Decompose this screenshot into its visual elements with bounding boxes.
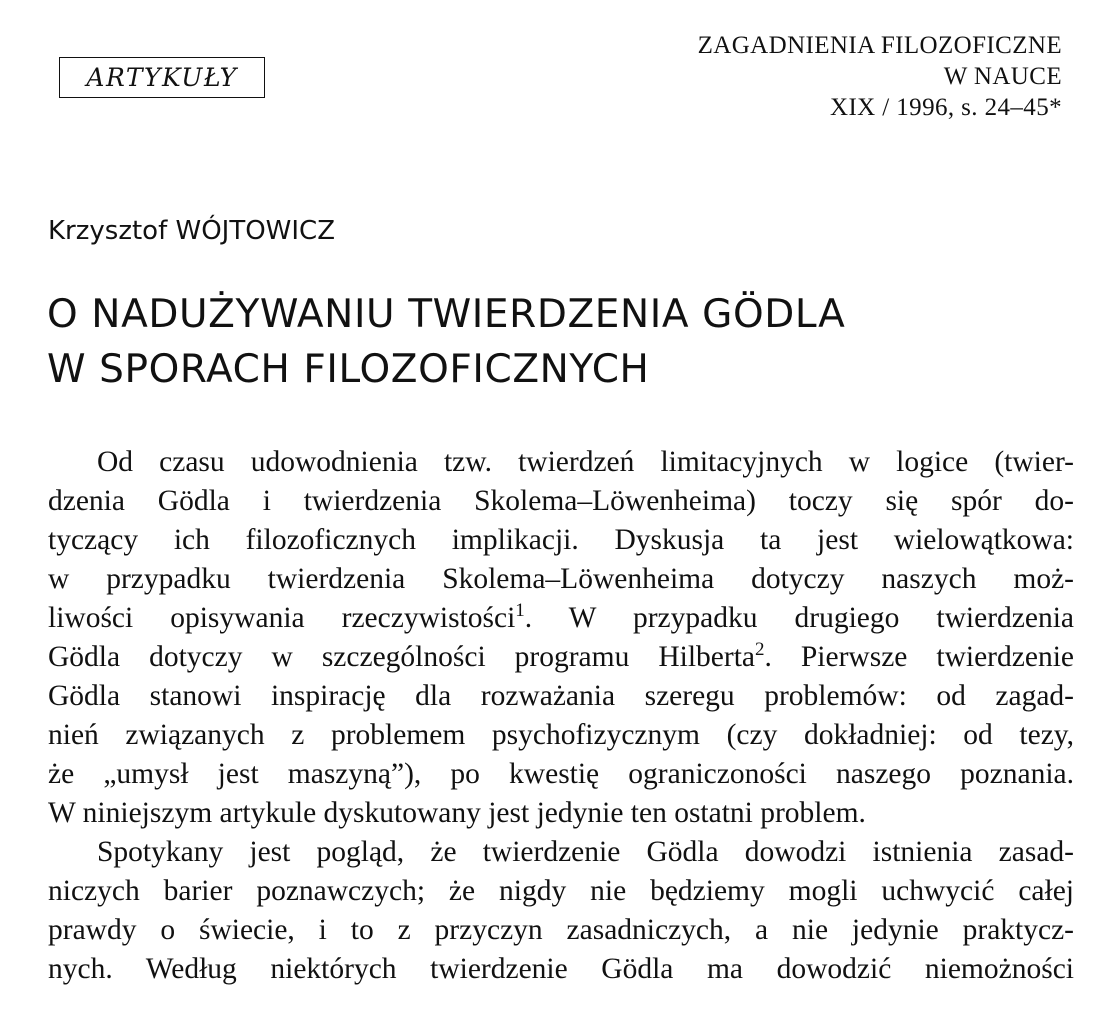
journal-name-2: W NAUCE xyxy=(943,63,1062,90)
text-line: tyczący ich filozoficznych implikacji. Dyskusja ta jest wielowątkowa: xyxy=(48,524,1074,556)
journal-volume: XIX / 1996, s. 24–45* xyxy=(829,94,1062,121)
text-line: dzenia Gödla i twierdzenia Skolema–Löwenheima) toczy się spór do- xyxy=(48,485,1074,517)
text-segment: . Pierwsze twierdzenie xyxy=(764,641,1074,673)
title-line: O NADUŻYWANIU TWIERDZENIA GÖDLA xyxy=(47,292,846,337)
article-title xyxy=(47,287,845,397)
article-body xyxy=(48,443,1074,989)
text-line xyxy=(48,638,1074,677)
text-line: że „umysł jest maszyną”), po kwestię ograniczoności naszego poznania. xyxy=(48,758,1074,790)
text-line: Gödla stanowi inspirację dla rozważania szeregu problemów: od zagad- xyxy=(48,680,1074,712)
journal-info xyxy=(698,30,1062,123)
text-segment: liwości opisywania rzeczywistości xyxy=(48,602,516,634)
text-line: Od czasu udowodnienia tzw. twierdzeń limitacyjnych w logice (twier- xyxy=(97,446,1074,478)
text-line: w przypadku twierdzenia Skolema–Löwenheima dotyczy naszych moż- xyxy=(48,563,1074,595)
text-segment: . W przypadku drugiego twierdzenia xyxy=(524,602,1074,634)
title-line: W SPORACH FILOZOFICZNYCH xyxy=(47,347,650,392)
text-line: prawdy o świecie, i to z przyczyn zasadniczych, a nie jedynie praktycz- xyxy=(48,914,1074,946)
author-name: Krzysztof WÓJTOWICZ xyxy=(48,216,336,246)
text-line: W niniejszym artykule dyskutowany jest jedynie ten ostatni problem. xyxy=(48,797,866,829)
text-segment: Gödla dotyczy w szczególności programu Hilberta xyxy=(48,641,755,673)
text-line: nych. Według niektórych twierdzenie Gödla ma dowodzić niemożności xyxy=(48,953,1074,985)
text-line: Spotykany jest pogląd, że twierdzenie Gödla dowodzi istnienia zasad- xyxy=(97,836,1074,868)
footnote-ref[interactable]: 1 xyxy=(515,600,525,621)
footnote-ref[interactable]: 2 xyxy=(755,639,765,660)
section-label: ARTYKUŁY xyxy=(59,57,265,98)
text-line: nień związanych z problemem psychofizycznym (czy dokładniej: od tezy, xyxy=(48,719,1074,751)
text-line xyxy=(48,599,1074,638)
journal-name: ZAGADNIENIA FILOZOFICZNE xyxy=(697,32,1062,59)
text-line: niczych barier poznawczych; że nigdy nie będziemy mogli uchwycić całej xyxy=(48,875,1074,907)
